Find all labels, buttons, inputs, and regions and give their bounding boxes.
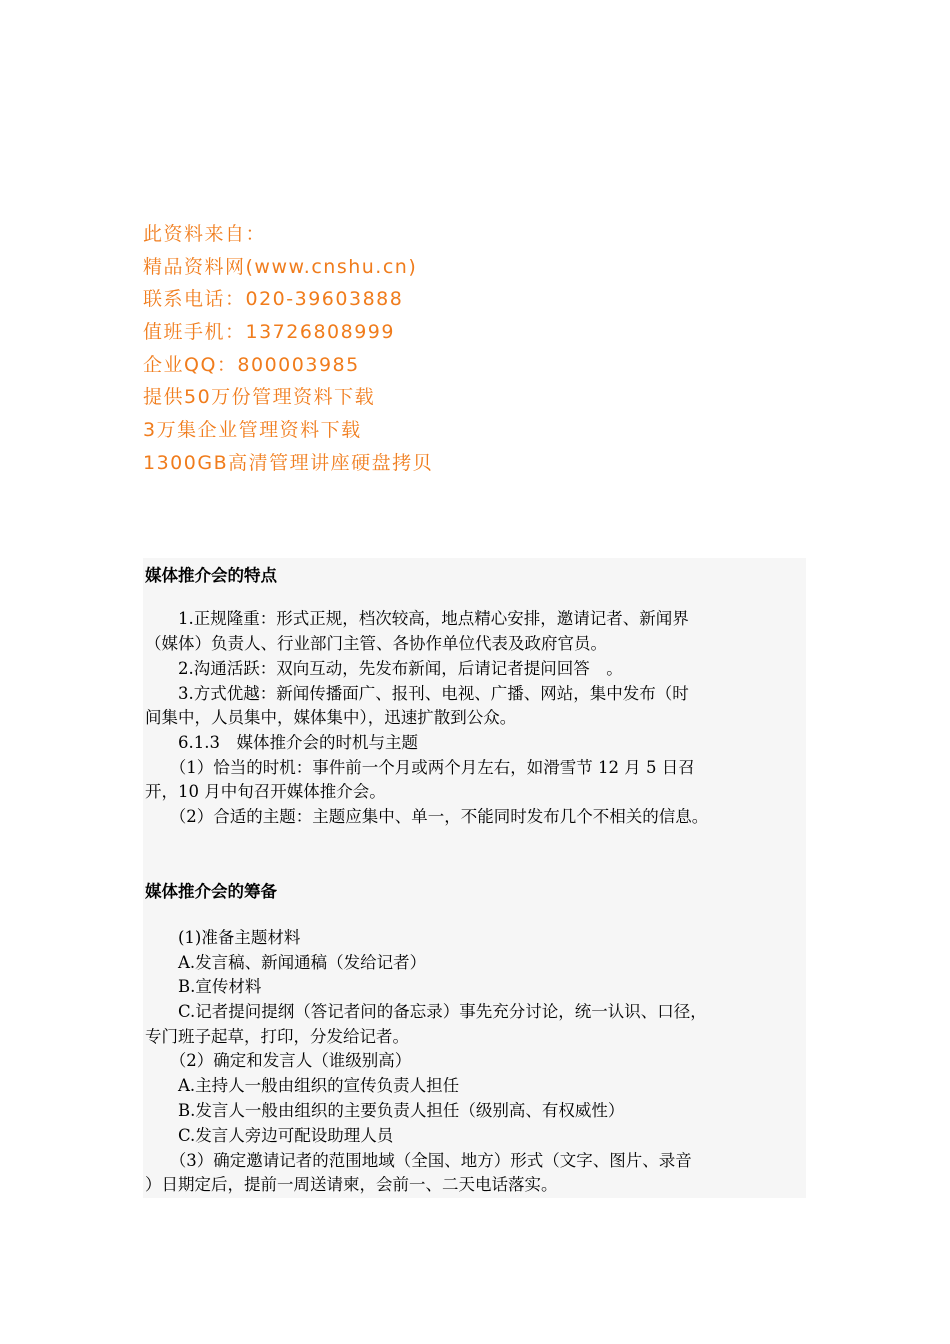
source-line-offer-2: 3万集企业管理资料下载 [143, 419, 362, 442]
paragraph-line: C.发言人旁边可配设助理人员 [145, 1126, 394, 1145]
source-line-from: 此资料来自： [143, 223, 267, 245]
source-line-mobile: 值班手机：13726808999 [143, 321, 395, 344]
paragraph-line: （1）恰当的时机：事件前一个月或两个月左右，如滑雪节 12 月 5 日召 [145, 758, 695, 777]
paragraph-line: C.记者提问提纲（答记者问的备忘录）事先充分讨论，统一认识、口径， [145, 1002, 707, 1021]
source-line-phone: 联系电话：020-39603888 [143, 288, 404, 311]
paragraph-line: B.发言人一般由组织的主要负责人担任（级别高、有权威性） [145, 1101, 625, 1120]
paragraph-line: 间集中，人员集中，媒体集中），迅速扩散到公众。 [145, 708, 517, 727]
paragraph-line: (1)准备主题材料 [145, 928, 301, 947]
paragraph-line: （2）合适的主题：主题应集中、单一，不能同时发布几个不相关的信息。 [145, 807, 709, 826]
source-line-qq: 企业QQ：800003985 [143, 353, 360, 376]
paragraph-line: （2）确定和发言人（谁级别高） [145, 1051, 412, 1070]
paragraph-line: （媒体）负责人、行业部门主管、各协作单位代表及政府官员。 [145, 634, 607, 653]
paragraph-line: A.发言稿、新闻通稿（发给记者） [145, 953, 427, 972]
source-line-offer-3: 1300GB高清管理讲座硬盘拷贝 [143, 451, 434, 474]
paragraph-line: B.宣传材料 [145, 977, 262, 996]
section-heading-features: 媒体推介会的特点 [145, 566, 277, 585]
paragraph-line: 2.沟通活跃：双向互动，先发布新闻，后请记者提问回答 。 [145, 659, 623, 678]
paragraph-line: A.主持人一般由组织的宣传负责人担任 [145, 1076, 460, 1095]
section-heading-preparation: 媒体推介会的筹备 [145, 882, 277, 901]
paragraph-line: 3.方式优越：新闻传播面广、报刊、电视、广播、网站，集中发布（时 [145, 684, 689, 703]
source-line-offer-1: 提供50万份管理资料下载 [143, 386, 376, 409]
paragraph-line: ）日期定后，提前一周送请柬，会前一、二天电话落实。 [145, 1175, 558, 1194]
source-line-website: 精品资料网(www.cnshu.cn) [143, 255, 418, 278]
paragraph-line: 专门班子起草，打印，分发给记者。 [145, 1027, 409, 1046]
paragraph-line: （3）确定邀请记者的范围地域（全国、地方）形式（文字、图片、录音 [145, 1151, 692, 1170]
source-info-block [143, 218, 743, 480]
paragraph-line: 1.正规隆重：形式正规，档次较高，地点精心安排，邀请记者、新闻界 [145, 609, 689, 628]
paragraph-line: 开，10 月中旬召开媒体推介会。 [145, 782, 386, 801]
paragraph-line: 6.1.3 媒体推介会的时机与主题 [145, 733, 418, 752]
